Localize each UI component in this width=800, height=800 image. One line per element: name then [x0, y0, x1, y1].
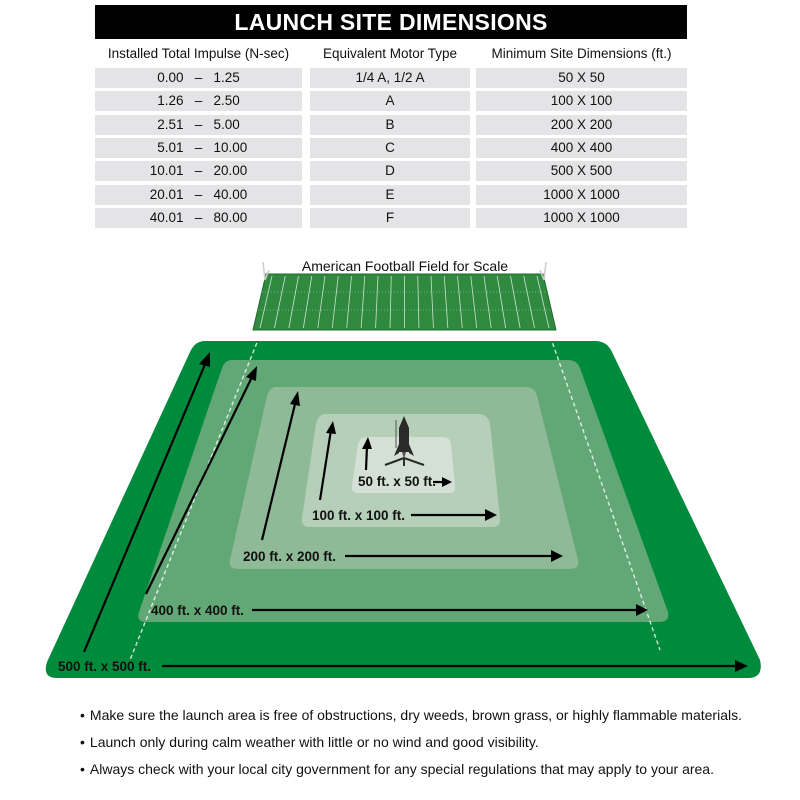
motor-type-cell: 1/4 A, 1/2 A [310, 68, 470, 88]
site-dimensions-cell: 1000 X 1000 [476, 185, 687, 205]
site-dimensions-cell: 200 X 200 [476, 115, 687, 135]
motor-type-cell: C [310, 138, 470, 158]
impulse-high: 80.00 [213, 209, 248, 225]
impulse-high: 40.00 [213, 186, 248, 202]
impulse-high: 20.00 [213, 163, 248, 179]
label-zone-100: 100 ft. x 100 ft. [312, 508, 406, 523]
motor-type-cell: D [310, 161, 470, 181]
header-impulse: Installed Total Impulse (N-sec) [107, 46, 290, 61]
header-site-dimensions: Minimum Site Dimensions (ft.) [491, 46, 672, 61]
label-zone-200: 200 ft. x 200 ft. [243, 549, 337, 564]
impulse-low: 10.01 [149, 163, 184, 179]
range-dash: – [194, 116, 203, 132]
impulse-high: 1.25 [213, 70, 240, 85]
motor-type-cell: F [310, 208, 470, 228]
field-caption: American Football Field for Scale [301, 258, 509, 274]
page-title: LAUNCH SITE DIMENSIONS [95, 5, 687, 39]
label-zone-400: 400 ft. x 400 ft. [151, 603, 245, 618]
impulse-low: 5.01 [157, 139, 184, 155]
safety-note: • Always check with your local city government for any special regulations that may apply to your area. [80, 759, 780, 786]
header-motor-type: Equivalent Motor Type [322, 46, 458, 61]
range-dash: – [194, 139, 203, 155]
safety-note: • Launch only during calm weather with little or no wind and good visibility. [80, 732, 780, 759]
site-dimensions-cell: 1000 X 1000 [476, 208, 687, 228]
motor-type-cell: B [310, 115, 470, 135]
impulse-low: 0.00 [157, 70, 184, 85]
range-dash: – [194, 209, 203, 225]
range-dash: – [194, 93, 203, 109]
impulse-low: 20.01 [149, 186, 184, 202]
motor-type-cell: E [310, 185, 470, 205]
site-dimensions-cell: 500 X 500 [476, 161, 687, 181]
impulse-high: 10.00 [213, 139, 248, 155]
range-dash: – [194, 163, 203, 179]
impulse-low: 2.51 [157, 116, 184, 132]
impulse-low: 1.26 [157, 93, 184, 109]
label-zone-50: 50 ft. x 50 ft. [358, 474, 437, 489]
site-dimensions-cell: 50 X 50 [476, 68, 687, 88]
motor-type-cell: A [310, 91, 470, 111]
range-dash: – [194, 186, 203, 202]
impulse-low: 40.01 [149, 209, 184, 225]
label-zone-500: 500 ft. x 500 ft. [58, 659, 152, 674]
impulse-high: 2.50 [213, 93, 240, 109]
safety-note: • Make sure the launch area is free of obstructions, dry weeds, brown grass, or highly flammable materials. [80, 705, 780, 732]
range-dash: – [194, 70, 203, 85]
safety-notes [80, 705, 780, 786]
site-dimensions-cell: 100 X 100 [476, 91, 687, 111]
site-dimensions-cell: 400 X 400 [476, 138, 687, 158]
impulse-high: 5.00 [213, 116, 240, 132]
